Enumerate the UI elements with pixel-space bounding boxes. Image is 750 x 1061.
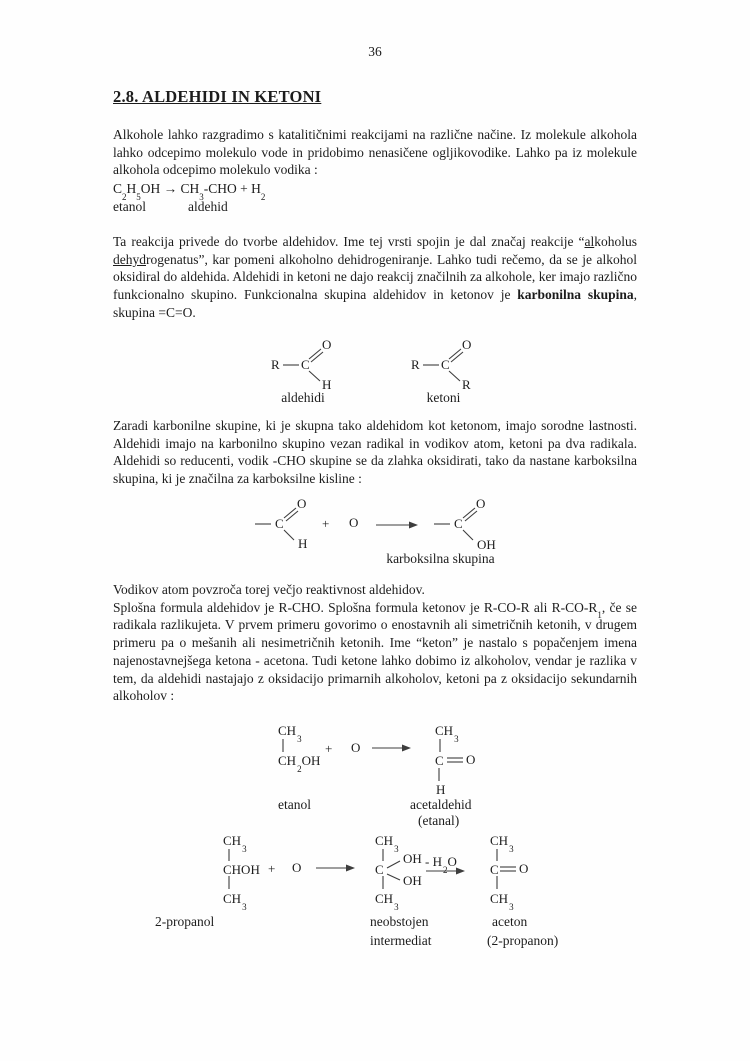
formula-subscript: 3 — [394, 901, 399, 912]
atom-label: H — [298, 536, 308, 551]
paragraph-text: , če se radikala razlikujeta. V prvem primeru govorimo o enostavnih ali simetričnih ketonih, v drugem primeru pa o mešanih ali nesimetričnih ketonih. Ime “keton” je nastalo s popačenjem imena najenostavnejšega ketona - acetona. Tudi ketone lahko dobimo iz alkoholov, vendar je razlika v tem, da aldehidi nastajajo z oksidacijo primarnih alkoholov, ketoni pa z oksidacijo sekundarnih alkoholov : — [113, 599, 637, 704]
figure-caption: karboksilna skupina — [386, 551, 495, 566]
formula-subscript: 3 — [394, 843, 399, 854]
formula-subscript: 2 — [260, 191, 266, 202]
paragraph-text-block — [113, 599, 637, 705]
bond-diagram — [113, 335, 637, 410]
oh-group: OH — [403, 851, 422, 866]
section-heading: 2.8. ALDEHIDI IN KETONI — [113, 87, 322, 106]
atom-label: O — [466, 752, 476, 767]
choh-group: CHOH — [223, 862, 260, 877]
atom-label: C — [454, 516, 463, 531]
ch3-group — [223, 891, 247, 912]
figure-ethanol-oxidation — [113, 720, 637, 828]
formula-subscript: 2 — [297, 763, 302, 774]
formula-text: O — [447, 854, 457, 869]
reactant-label: etanol — [113, 199, 146, 214]
formula-text: C — [113, 181, 123, 196]
formula-subscript: 5 — [136, 191, 141, 202]
reaction-equation — [113, 180, 637, 202]
formula-text: - H — [425, 854, 442, 869]
atom-label: C — [435, 753, 444, 768]
oh-group: OH — [403, 873, 422, 888]
formula-subscript: 3 — [242, 843, 247, 854]
formula-text: CH — [177, 181, 200, 196]
atom-label: O — [292, 860, 302, 875]
atom-label: OH — [477, 537, 496, 552]
reaction-condition — [425, 854, 457, 875]
plus-sign: + — [268, 861, 276, 876]
ch2oh-group — [278, 753, 321, 774]
atom-label: O — [462, 337, 472, 352]
ch3-group — [490, 833, 514, 854]
underlined-text: dehyd — [113, 251, 146, 267]
formula-text: CH — [375, 891, 394, 906]
atom-label: C — [375, 862, 384, 877]
paragraph-text: , skupina =C=O. — [113, 287, 637, 320]
paragraph-text: Ta reakcija privede do tvorbe aldehidov. Ime tej vrsti spojin je dal značaj reakcije “ — [113, 234, 585, 249]
figure-caption: neobstojen — [370, 914, 429, 929]
bold-term: karbonilna skupina — [517, 287, 634, 303]
atom-label: O — [351, 740, 361, 755]
formula-text: -CHO + H — [203, 181, 261, 196]
formula-text: H — [126, 181, 137, 196]
atom-label: C — [441, 357, 450, 372]
paragraph-line: Vodikov atom povzroča torej večjo reaktivnost aldehidov. — [113, 582, 425, 597]
figure-caption: aldehidi — [281, 390, 325, 405]
atom-label: O — [349, 515, 359, 530]
atom-label: C — [275, 516, 284, 531]
ch3-group — [278, 723, 302, 744]
figure-caption: intermediat — [370, 933, 432, 948]
product-label: aldehid — [188, 199, 228, 214]
paragraph-properties: Zaradi karbonilne skupine, ki je skupna tako aldehidom kot ketonom, imajo sorodne lastnosti. Aldehidi imajo na karbonilno skupino vezan radikal in vodikov atom, ketoni pa dva radikala. Aldehidi so reducenti, vodik -CHO skupine se da zlahka oksidirati, tako da nastane karboksilna skupina, ki je značilna za karboksilne kisline : — [113, 418, 637, 487]
figure-propanol-oxidation — [113, 830, 637, 955]
figure-caption: ketoni — [426, 390, 461, 405]
formula-text: CH — [278, 753, 297, 768]
formula-subscript: 3 — [297, 733, 302, 744]
formula-subscript: 1 — [597, 610, 602, 621]
atom-label: H — [322, 377, 332, 392]
figure-caption: (etanal) — [418, 813, 460, 828]
paragraph-intro: Alkohole lahko razgradimo s katalitičnimi reakcijami na različne načine. Iz molekule alkohola lahko odcepimo molekulo vode in pridobimo nenasičene ogljikovodike. Lahko pa iz molekule alkohola odcepimo molekulo vodika : — [113, 127, 637, 178]
ch3-group — [375, 891, 399, 912]
formula-text: CH — [223, 833, 242, 848]
page-number: 36 — [368, 44, 382, 59]
atom-label: O — [297, 496, 307, 511]
formula-text: CH — [278, 723, 297, 738]
atom-label: O — [519, 861, 529, 876]
bond-diagram — [113, 720, 637, 828]
formula-text: OH — [140, 181, 164, 196]
figure-carbonyl-group — [113, 335, 637, 410]
figure-caption: acetaldehid — [410, 797, 472, 812]
atom-label: R — [462, 377, 471, 392]
formula-text: CH — [490, 891, 509, 906]
formula-subscript: 3 — [509, 843, 514, 854]
atom-label: O — [322, 337, 332, 352]
formula-subscript: 2 — [122, 191, 127, 202]
formula-text: CH — [435, 723, 454, 738]
formula-text: CH — [223, 891, 242, 906]
figure-caption: etanol — [278, 797, 311, 812]
figure-oxidation-carboxyl — [113, 495, 637, 573]
underlined-text: al — [584, 234, 595, 249]
formula-subscript: 3 — [509, 901, 514, 912]
atom-label: C — [490, 862, 499, 877]
formula-subscript: 2 — [442, 864, 448, 875]
paragraph-text: Splošna formula aldehidov je R-CHO. Splošna formula ketonov je R-CO-R ali R-CO-R — [113, 599, 598, 615]
plus-sign: + — [325, 741, 333, 756]
atom-label: O — [476, 496, 486, 511]
figure-caption: 2-propanol — [155, 914, 215, 929]
atom-label: R — [411, 357, 420, 372]
figure-caption: (2-propanon) — [487, 933, 559, 948]
ch3-group — [490, 891, 514, 912]
plus-sign: + — [322, 516, 330, 531]
page-content — [113, 0, 637, 1061]
paragraph-text: rogenatus”, kar pomeni alkoholno dehidrogeniranje. Lahko tudi rečemo, da se je alkohol oksidiral do aldehida. Aldehidi in ketoni ne dajo reakcij značilnih za alkohole, ker imajo različno funkcionalno skupino. Funkcionalna skupina aldehidov in ketonov je — [113, 251, 637, 303]
ch3-group — [223, 833, 247, 854]
atom-label: H — [436, 782, 446, 797]
formula-subscript: 3 — [454, 733, 459, 744]
ch3-group — [375, 833, 399, 854]
figure-caption: aceton — [492, 914, 528, 929]
formula-text: OH — [301, 753, 321, 768]
formula-text: CH — [375, 833, 394, 848]
atom-label: C — [301, 357, 310, 372]
paragraph-text: koholus — [594, 234, 637, 249]
paragraph-formulas — [113, 581, 637, 705]
formula-subscript: 3 — [242, 901, 247, 912]
ch3-group — [435, 723, 459, 744]
paragraph-dehydrogenation — [113, 233, 637, 322]
formula-text: CH — [490, 833, 509, 848]
atom-label: R — [271, 357, 280, 372]
reaction-arrow: → — [163, 181, 178, 196]
formula-subscript: 3 — [199, 191, 204, 202]
